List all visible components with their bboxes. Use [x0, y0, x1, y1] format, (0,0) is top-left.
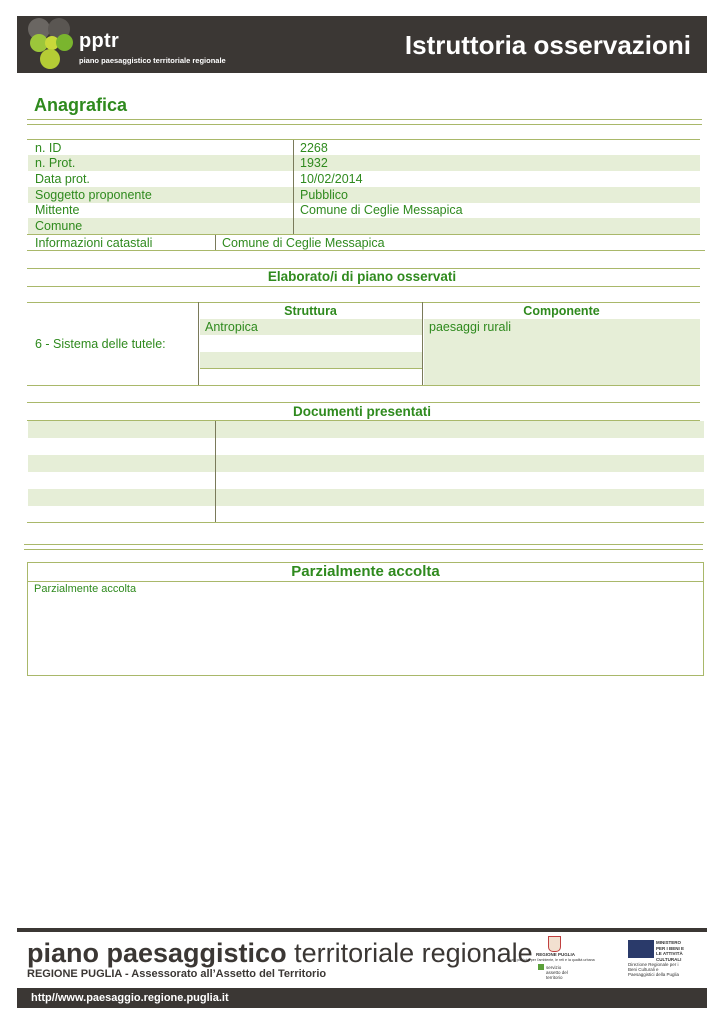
esito-text: Parzialmente accolta	[34, 583, 137, 595]
footer-title-bold: piano paesaggistico	[27, 938, 287, 968]
regione-puglia-logo	[508, 936, 600, 982]
esito-title-line	[28, 581, 703, 582]
brand-name: pptr	[79, 30, 120, 52]
column-divider	[198, 302, 199, 386]
section-divider	[24, 544, 703, 550]
anagrafica-title: Anagrafica	[34, 95, 128, 115]
logo-ministero-text: MINISTERO PER I BENI E LE ATTIVITÀ CULTURALI	[656, 940, 685, 962]
footer-subtitle: REGIONE PUGLIA - Assessorato all’Assetto del Territorio	[27, 968, 327, 980]
footer-title	[27, 938, 533, 969]
section-line	[27, 402, 700, 403]
column-divider	[422, 302, 423, 386]
table-top-line	[27, 302, 700, 303]
ministero-emblem-icon	[628, 940, 654, 958]
logo-regione-sub: Area politiche per l'ambiente, le reti e la qualità urbana	[508, 958, 595, 962]
footer-top-bar	[17, 928, 707, 932]
logo-regione-text: REGIONE PUGLIA	[536, 952, 576, 957]
row-label-id: n. ID	[35, 141, 62, 155]
row-label-comune: Comune	[35, 219, 83, 233]
row-value-soggetto: Pubblico	[300, 188, 348, 202]
table-bottom-line	[27, 385, 700, 386]
row-value-mittente: Comune di Ceglie Messapica	[300, 203, 463, 217]
table-row-band	[28, 489, 704, 506]
catasto-value: Comune di Ceglie Messapica	[222, 236, 385, 250]
table-row-band	[28, 421, 704, 438]
coat-of-arms-icon	[548, 936, 561, 952]
table-top-line	[27, 139, 700, 140]
col-struttura: Struttura	[284, 304, 337, 318]
column-divider	[215, 235, 216, 250]
brand-subtitle: piano paesaggistico territoriale regionale	[79, 56, 226, 65]
componente-value: paesaggi rurali	[429, 320, 511, 334]
row-label-mittente: Mittente	[35, 203, 80, 217]
section-line	[27, 286, 700, 287]
logo-direzione-text: Direzione Regionale per i Beni Culturali e Paesaggistici della Puglia	[628, 962, 680, 977]
page-title: Istruttoria osservazioni	[404, 30, 691, 60]
ministero-logo	[626, 938, 688, 982]
struttura-value: Antropica	[205, 320, 258, 334]
row-label-soggetto: Soggetto proponente	[35, 188, 152, 202]
catasto-label: Informazioni catastali	[35, 236, 153, 250]
table-bottom-line	[27, 250, 705, 251]
row-value-data: 10/02/2014	[300, 172, 363, 186]
column-divider	[293, 140, 294, 234]
col-componente: Componente	[523, 304, 600, 318]
elaborati-title: Elaborato/i di piano osservati	[267, 269, 457, 284]
pptr-logo-icon	[26, 18, 76, 70]
row-value-prot: 1932	[300, 156, 328, 170]
servizio-icon	[538, 964, 544, 970]
sistema-tutele-label: 6 - Sistema delle tutele:	[35, 337, 166, 351]
row-line	[200, 368, 422, 369]
row-value-id: 2268	[300, 141, 328, 155]
row-label-prot: n. Prot.	[35, 156, 76, 170]
logo-servizio-text: servizio assetto del territorio	[546, 965, 568, 980]
table-row-band	[28, 218, 700, 234]
table-bottom-line	[27, 234, 700, 235]
anagrafica-divider	[27, 119, 702, 125]
row-label-data: Data prot.	[35, 172, 90, 186]
table-bottom-line	[27, 522, 704, 523]
footer-url-link[interactable]: http//www.paesaggio.regione.puglia.it	[31, 992, 229, 1004]
table-row-band	[28, 155, 700, 171]
column-divider	[215, 421, 216, 523]
documenti-title: Documenti presentati	[292, 404, 432, 419]
table-row-band	[28, 455, 704, 472]
table-row-band	[200, 352, 422, 368]
esito-title: Parzialmente accolta	[291, 563, 440, 580]
footer-title-light: territoriale regionale	[286, 938, 533, 968]
